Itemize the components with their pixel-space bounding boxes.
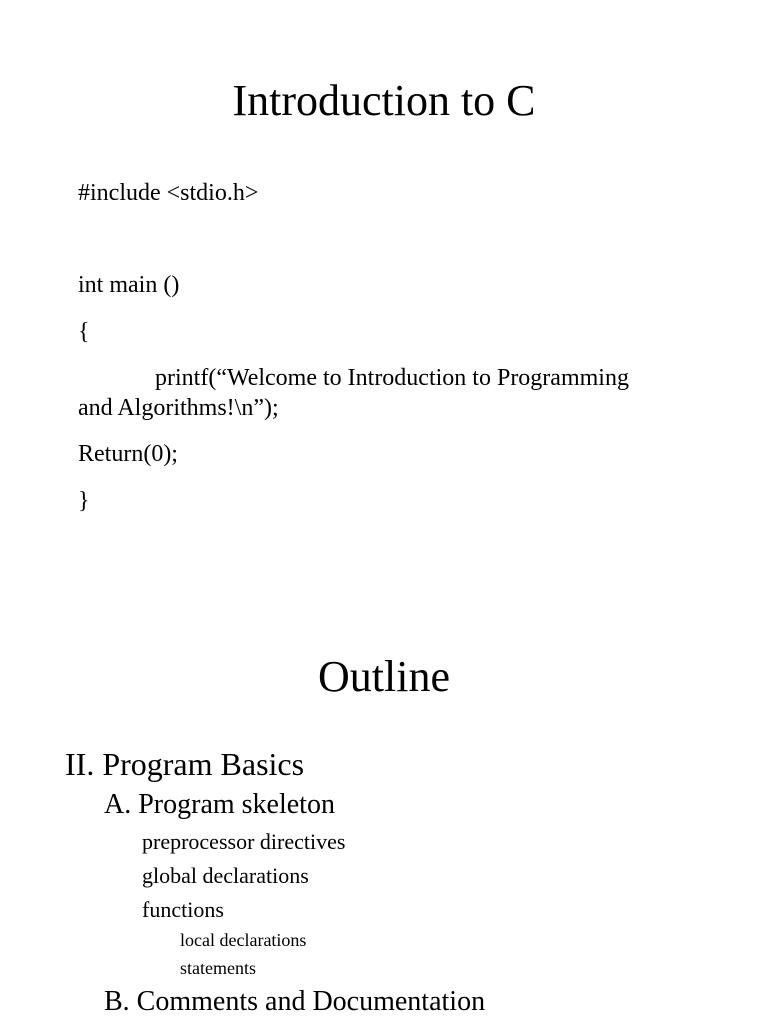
code-close-brace: } xyxy=(78,488,90,514)
code-include-line: #include <stdio.h> xyxy=(78,180,259,206)
outline-item-local-declarations: local declarations xyxy=(180,930,307,950)
outline-section-program-basics: II. Program Basics xyxy=(65,746,305,782)
code-printf-line: printf(“Welcome to Introduction to Programming xyxy=(155,365,629,391)
outline-item-program-skeleton: A. Program skeleton xyxy=(104,789,335,820)
code-printf-continuation: and Algorithms!\n”); xyxy=(78,395,279,421)
outline-item-functions: functions xyxy=(142,897,224,922)
code-main-declaration: int main () xyxy=(78,272,180,298)
outline-item-preprocessor-directives: preprocessor directives xyxy=(142,829,346,854)
outline-item-comments-documentation: B. Comments and Documentation xyxy=(104,986,486,1017)
code-return-line: Return(0); xyxy=(78,441,178,467)
slide-outline xyxy=(0,600,768,1024)
slide-title: Introduction to C xyxy=(232,76,536,125)
code-open-brace: { xyxy=(78,319,90,345)
outline-item-global-declarations: global declarations xyxy=(142,863,309,888)
outline-item-statements: statements xyxy=(180,958,256,978)
slide-title: Outline xyxy=(318,652,450,701)
